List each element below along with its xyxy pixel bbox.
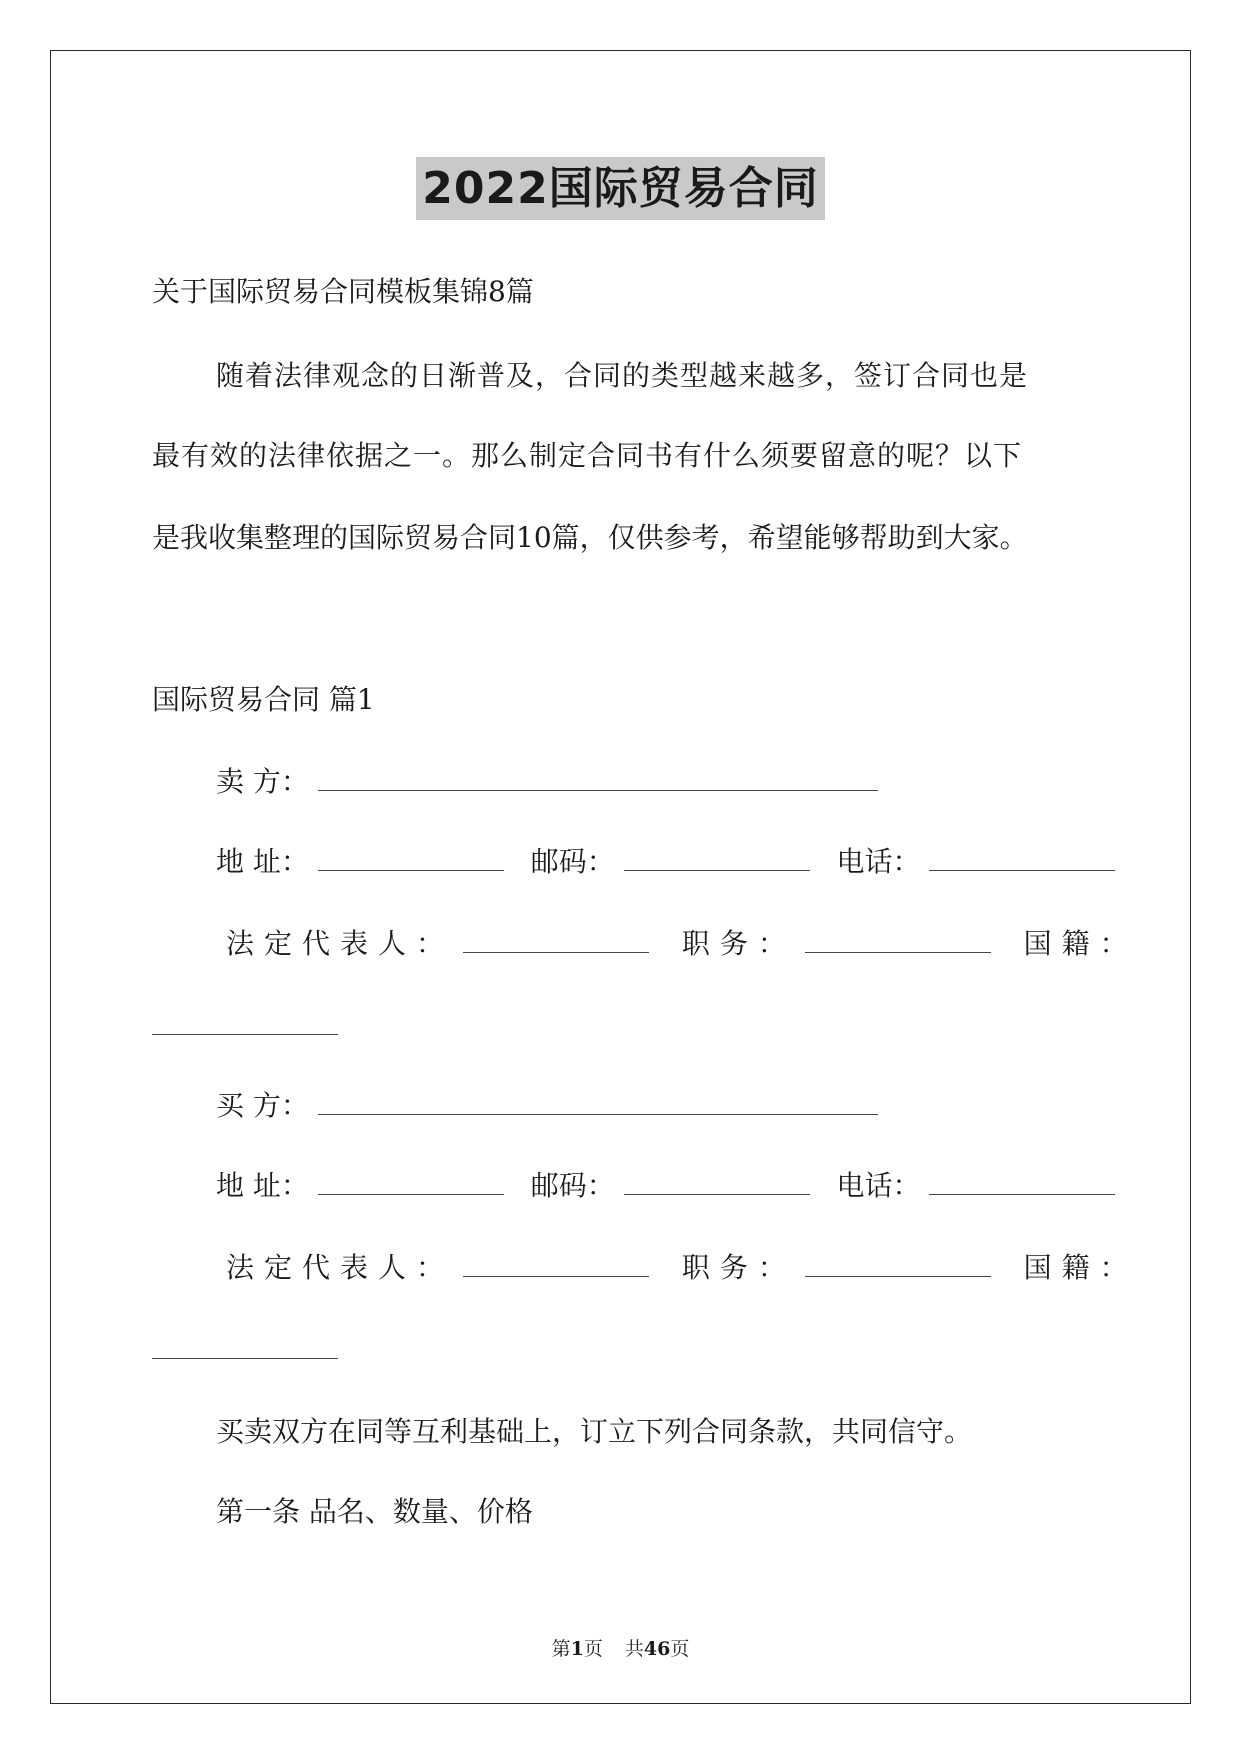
footer-total-suffix: 页	[670, 1638, 690, 1660]
seller-rep-row	[226, 922, 1138, 962]
seller-postcode-blank	[624, 870, 810, 871]
footer-page-suffix: 页	[583, 1638, 603, 1660]
buyer-phone-label: 电话：	[836, 1169, 921, 1202]
buyer-label: 买 方：	[216, 1089, 309, 1122]
buyer-address-blank	[318, 1194, 504, 1195]
buyer-row	[216, 1084, 878, 1124]
seller-label: 卖 方：	[216, 765, 309, 798]
buyer-address-row	[216, 1164, 1115, 1204]
agreement-text: 买卖双方在同等互利基础上，订立下列合同条款，共同信守。	[216, 1415, 973, 1448]
buyer-rep-row	[226, 1246, 1138, 1286]
seller-address-label: 地 址：	[216, 845, 309, 878]
seller-position-blank	[805, 952, 991, 953]
seller-nationality-blank	[152, 1034, 338, 1035]
seller-postcode-label: 邮码：	[530, 845, 615, 878]
document-title	[0, 152, 1241, 216]
section-heading: 国际贸易合同 篇1	[152, 683, 375, 716]
buyer-position-blank	[805, 1276, 991, 1277]
seller-rep-blank	[463, 952, 649, 953]
document-title-text: 2022国际贸易合同	[416, 157, 824, 220]
seller-name-blank	[318, 790, 878, 791]
buyer-postcode-label: 邮码：	[530, 1169, 615, 1202]
document-subtitle: 关于国际贸易合同模板集锦8篇	[152, 275, 534, 308]
buyer-name-blank	[318, 1114, 878, 1115]
seller-phone-label: 电话：	[836, 845, 921, 878]
page-footer	[0, 1634, 1241, 1661]
seller-row	[216, 760, 878, 800]
footer-total-prefix: 共	[624, 1638, 644, 1660]
intro-line-2: 最有效的法律依据之一。那么制定合同书有什么须要留意的呢？以下	[152, 439, 1023, 472]
footer-page-prefix: 第	[551, 1638, 571, 1660]
buyer-rep-label: 法定代表人：	[226, 1251, 455, 1284]
buyer-nationality-label: 国籍：	[1023, 1251, 1138, 1284]
seller-rep-label: 法定代表人：	[226, 927, 455, 960]
buyer-nationality-blank	[152, 1358, 338, 1359]
seller-phone-blank	[929, 870, 1115, 871]
buyer-address-label: 地 址：	[216, 1169, 309, 1202]
buyer-postcode-blank	[624, 1194, 810, 1195]
footer-total-pages: 46	[643, 1638, 671, 1660]
buyer-position-label: 职务：	[681, 1251, 796, 1284]
article-1-heading: 第一条 品名、数量、价格	[216, 1495, 533, 1528]
seller-address-blank	[318, 870, 504, 871]
buyer-phone-blank	[929, 1194, 1115, 1195]
buyer-rep-blank	[463, 1276, 649, 1277]
footer-page-number: 1	[570, 1638, 584, 1660]
seller-nationality-label: 国籍：	[1023, 927, 1138, 960]
intro-line-1: 随着法律观念的日渐普及，合同的类型越来越多，签订合同也是	[216, 359, 1029, 392]
intro-line-3: 是我收集整理的国际贸易合同10篇，仅供参考，希望能够帮助到大家。	[152, 521, 1028, 554]
seller-address-row	[216, 840, 1115, 880]
seller-position-label: 职务：	[681, 927, 796, 960]
